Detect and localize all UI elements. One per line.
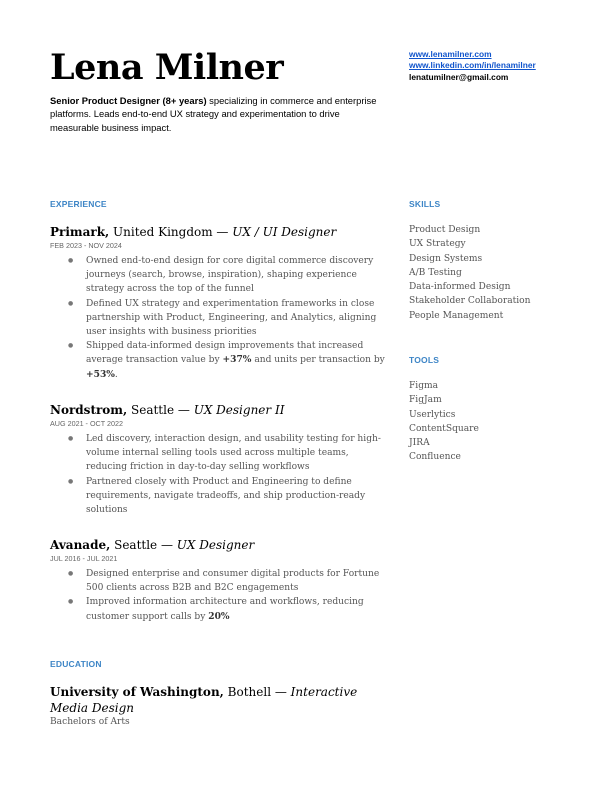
company-name: Primark, (50, 225, 110, 239)
degree: Bachelors of Arts (50, 717, 130, 727)
job-avanade (50, 537, 385, 624)
job-primark (50, 224, 385, 382)
company-name: Nordstrom, (50, 403, 128, 417)
tools-heading: TOOLS (409, 355, 440, 365)
job-location: Seattle — (110, 538, 177, 552)
skills-list (409, 223, 579, 323)
job-bullets (50, 254, 385, 382)
job-bullets (50, 567, 385, 624)
job-role: UX Designer (176, 538, 255, 552)
job-title (50, 402, 385, 418)
skill-item: Product Design (409, 225, 481, 235)
job-role: UX Designer II (193, 403, 285, 417)
skill-item: Stakeholder Collaboration (409, 296, 531, 307)
skill-item: Design Systems (409, 253, 483, 264)
bullet-item: ● Shipped data-informed design improvements that increased average transaction value by +37% and units per transaction by +53%. (86, 339, 385, 382)
bullet-item: ● Designed enterprise and consumer digital products for Fortune 500 clients across B2B and B2C engagements (86, 567, 385, 595)
skill-item: UX Strategy (409, 239, 466, 250)
bullet-item: ● Owned end-to-end design for core digital commerce discovery journeys (search, browse, inspiration), shaping experience strategy across the top of the funnel (86, 254, 385, 297)
job-bullets (50, 432, 385, 517)
bullet-item: ● Partnered closely with Product and Engineering to define requirements, navigate tradeoffs, and ship production-ready solutions (86, 475, 385, 518)
skill-item: A/B Testing (409, 267, 462, 278)
tool-item: JIRA (409, 438, 430, 449)
tool-item: Figma (409, 381, 439, 391)
tool-item: Confluence (409, 452, 461, 463)
program-name: Interactive Media Design (50, 685, 358, 715)
bullet-item: ● Improved information architecture and workflows, reducing customer support calls by 20% (86, 595, 385, 623)
job-title (50, 224, 385, 240)
job-dates: FEB 2023 - NOV 2024 (50, 241, 122, 250)
job-dates: JUL 2016 - JUL 2021 (50, 554, 118, 563)
school-name: University of Washington, (50, 685, 224, 699)
linkedin-link[interactable]: www.linkedin.com/in/lenamilner (409, 60, 536, 71)
job-title (50, 537, 385, 553)
education-heading: EDUCATION (50, 659, 102, 669)
job-nordstrom (50, 402, 385, 517)
tool-item: Userlytics (409, 409, 456, 420)
job-dates: AUG 2021 - OCT 2022 (50, 419, 123, 428)
school-title (50, 684, 385, 716)
skill-item: Data-informed Design (409, 282, 511, 293)
job-role: UX / UI Designer (232, 225, 337, 239)
school-location: Bothell — (223, 685, 291, 699)
summary-text: specializing in commerce and enterprise platforms. Leads end-to-end UX strategy and experimentation to drive measurable business impact. (50, 95, 377, 133)
tool-item: ContentSquare (409, 423, 479, 434)
education-entry (50, 684, 385, 728)
contact-block (409, 49, 536, 83)
website-link[interactable]: www.lenamilner.com (409, 49, 492, 59)
summary-title: Senior Product Designer (8+ years) (50, 95, 207, 106)
experience-heading: EXPERIENCE (50, 199, 107, 209)
tools-list (409, 379, 579, 465)
tool-item: FigJam (409, 395, 442, 406)
bullet-item: ● Defined UX strategy and experimentation frameworks in close partnership with Product, Engineering, and Analytics, aligning user insights with business priorities (86, 297, 385, 340)
candidate-name: Lena Milner (50, 47, 284, 88)
bullet-item: ● Led discovery, interaction design, and usability testing for high-volume internal selling tools used across multiple teams, reducing friction in day-to-day selling workflows (86, 432, 385, 475)
skill-item: People Management (409, 310, 504, 321)
job-location: Seattle — (127, 403, 194, 417)
job-location: United Kingdom — (109, 225, 233, 239)
skills-heading: SKILLS (409, 199, 441, 209)
email-text: lenatumilner@gmail.com (409, 71, 509, 82)
summary (50, 94, 385, 134)
company-name: Avanade, (50, 538, 111, 552)
